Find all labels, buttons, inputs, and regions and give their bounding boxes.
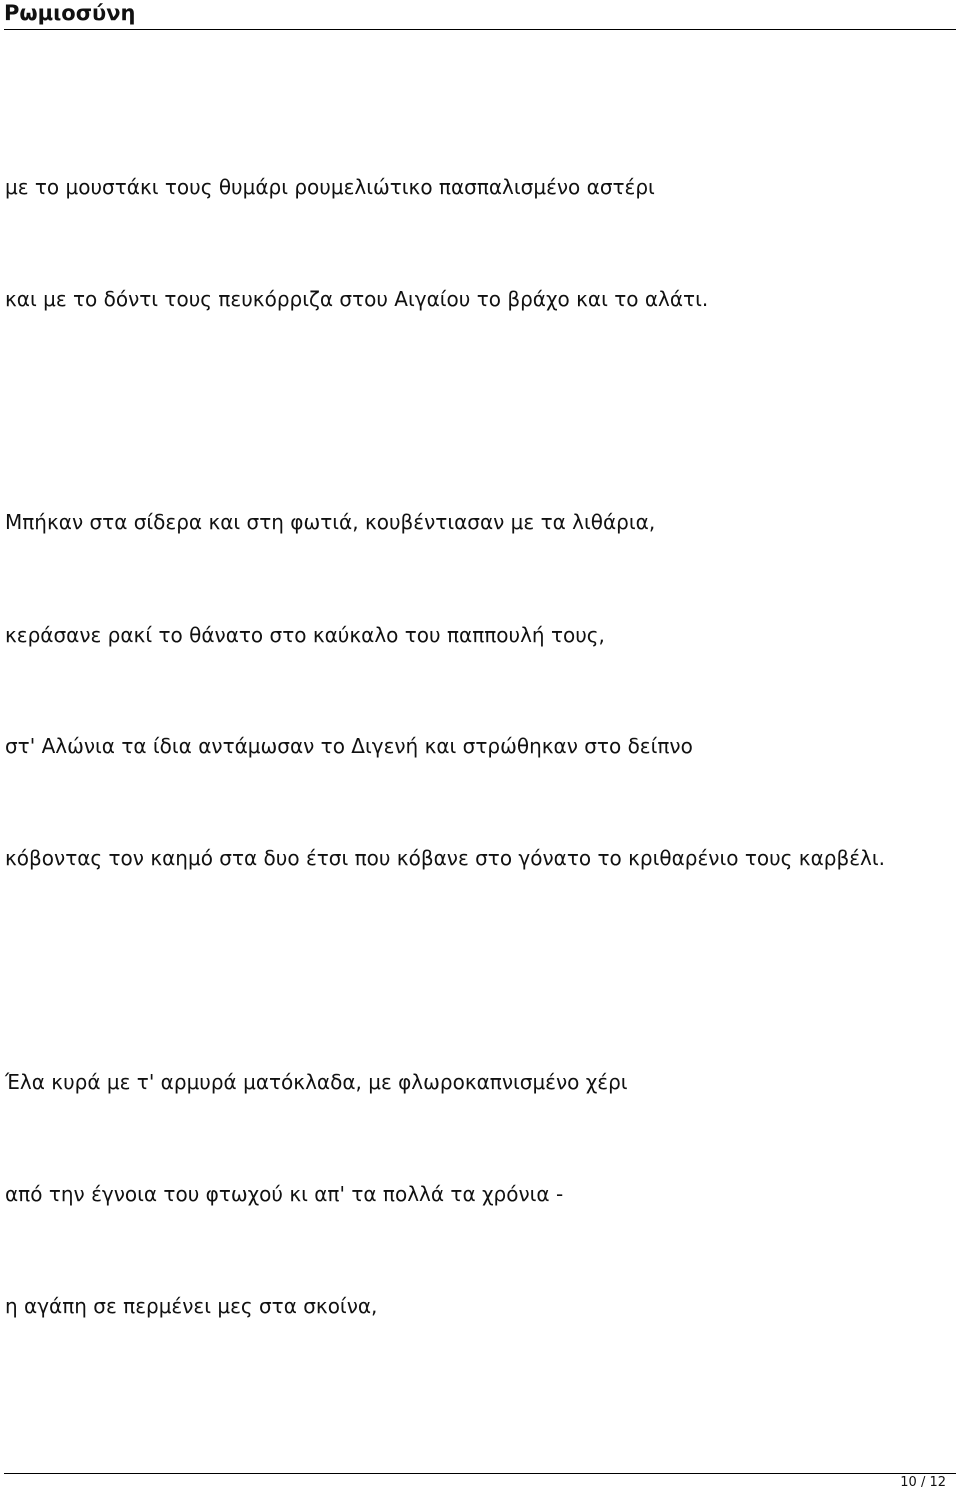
document-title: Ρωμιοσύνη xyxy=(4,1,136,25)
poem-line-5: στ' Αλώνια τα ίδια αντάμωσαν το Διγενή και στρώθηκαν στο δείπνο xyxy=(5,734,693,758)
header-divider xyxy=(4,29,956,30)
poem-line-9: η αγάπη σε περμένει μες στα σκοίνα, xyxy=(5,1294,378,1318)
poem-line-3: Μπήκαν στα σίδερα και στη φωτιά, κουβέντιασαν με τα λιθάρια, xyxy=(5,510,656,534)
poem-line-6: κόβοντας τον καημό στα δυο έτσι που κόβανε στο γόνατο το κριθαρένιο τους καρβέλι. xyxy=(5,846,885,870)
poem-line-8: από την έγνοια του φτωχού κι απ' τα πολλά τα χρόνια - xyxy=(5,1182,564,1206)
poem-line-7: Έλα κυρά με τ' αρμυρά ματόκλαδα, με φλωροκαπνισμένο χέρι xyxy=(5,1070,628,1094)
poem-line-2: και με το δόντι τους πευκόρριζα στου Αιγαίου το βράχο και το αλάτι. xyxy=(5,287,709,311)
poem-line-1: με το μουστάκι τους θυμάρι ρουμελιώτικο πασπαλισμένο αστέρι xyxy=(5,175,655,199)
poem-line-4: κεράσανε ρακί το θάνατο στο καύκαλο του παππουλή τους, xyxy=(5,623,605,647)
footer-divider xyxy=(4,1473,956,1474)
page-number: 10 / 12 xyxy=(900,1475,946,1490)
